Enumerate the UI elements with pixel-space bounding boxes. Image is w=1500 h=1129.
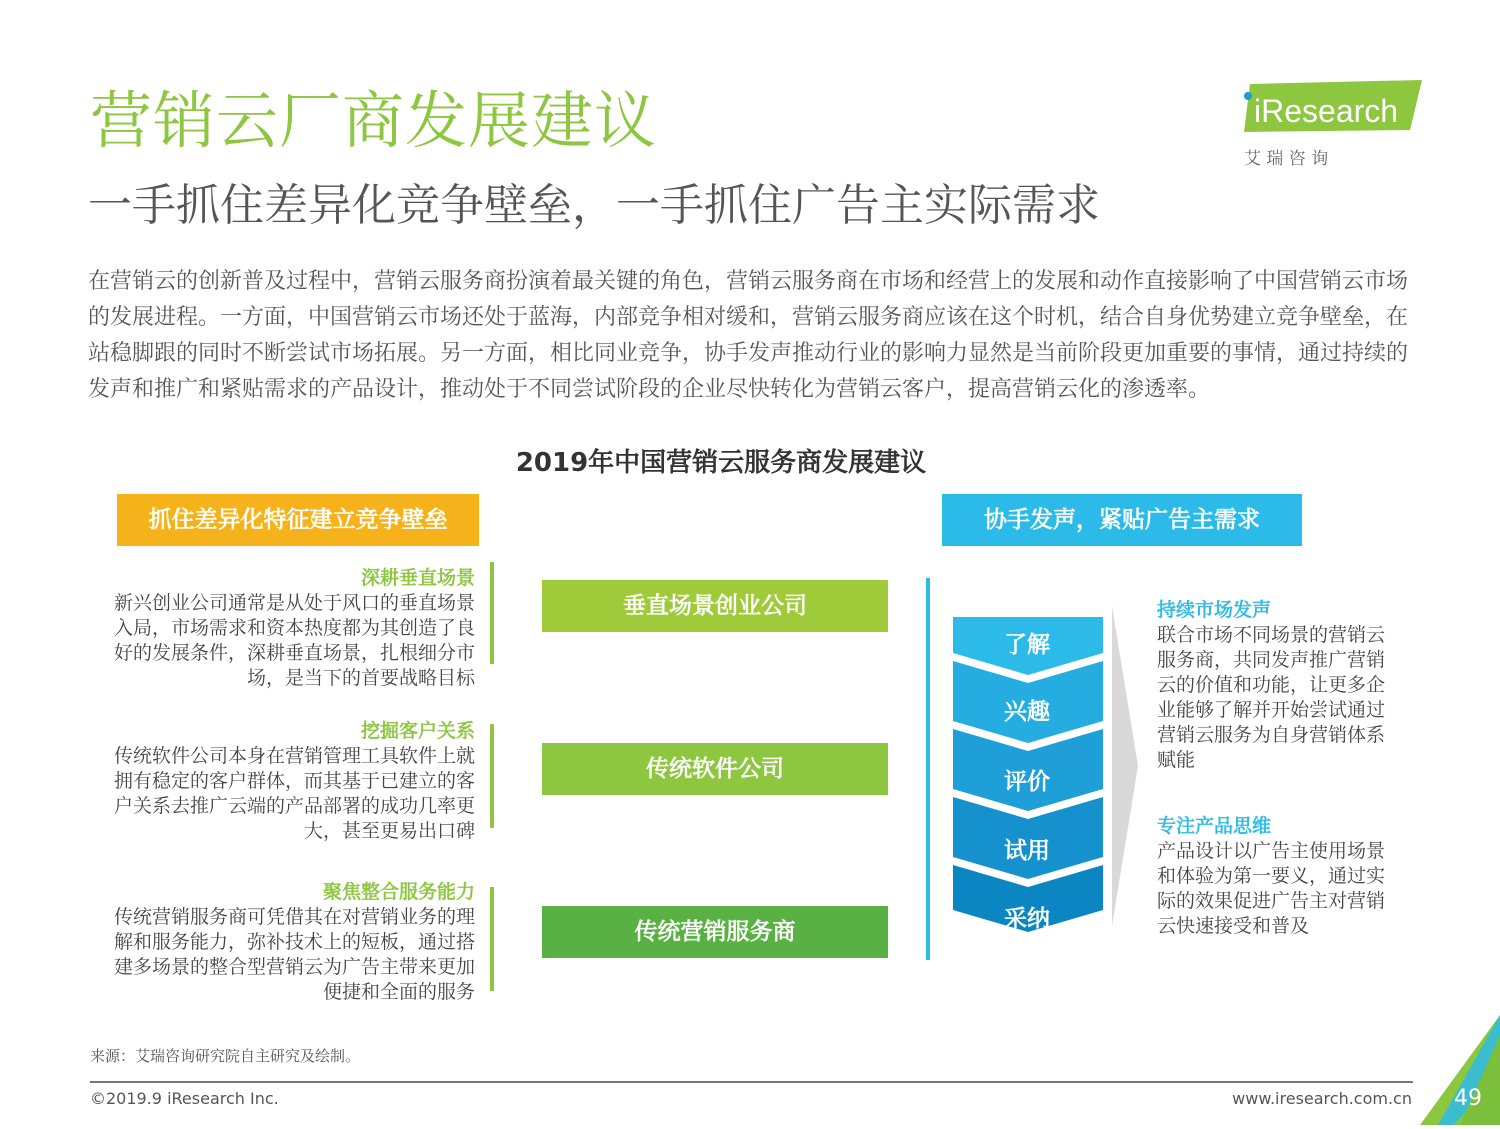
strategy-divider: [490, 724, 494, 828]
strategy-body: 新兴创业公司通常是从处于风口的垂直场景入局，市场需求和资本热度都为其创造了良好的发展条件，深耕垂直场景，扎根细分市场，是当下的首要战略目标: [113, 592, 475, 689]
right-item-heading: 专注产品思维: [1157, 815, 1272, 837]
footer-divider: [90, 1081, 1413, 1083]
funnel-step-evaluate: 评价: [1004, 769, 1050, 795]
page-title: 营销云厂商发展建议: [90, 84, 658, 157]
strategy-vertical-scenes: [105, 566, 475, 691]
page-number: 49: [1454, 1086, 1482, 1111]
funnel-divider: [926, 578, 930, 960]
left-header-box: 抓住差异化特征建立竞争壁垒: [117, 494, 479, 546]
right-header-box: 协手发声，紧贴广告主需求: [942, 494, 1302, 546]
company-traditional-software: 传统软件公司: [542, 743, 888, 795]
right-item-body: 产品设计以广告主使用场景和体验为第一要义，通过实际的效果促进广告主对营销云快速接受和普及: [1157, 840, 1386, 937]
intro-paragraph: 在营销云的创新普及过程中，营销云服务商扮演着最关键的角色，营销云服务商在市场和经营上的发展和动作直接影响了中国营销云市场的发展进程。一方面，中国营销云市场还处于蓝海，内部竞争相对缓和，营销云服务商应该在这个时机，结合自身优势建立竞争壁垒，在站稳脚跟的同时不断尝试市场拓展。另一方面，相比同业竞争，协手发声推动行业的影响力显然是当前阶段更加重要的事情，通过持续的发声和推广和紧贴需求的产品设计，推动处于不同尝试阶段的企业尽快转化为营销云客户，提高营销云化的渗透率。: [88, 269, 1409, 402]
page-subtitle: 一手抓住差异化竞争壁垒，一手抓住广告主实际需求: [88, 180, 1100, 231]
right-item-heading: 持续市场发声: [1157, 599, 1272, 621]
right-item-product-thinking: [1157, 814, 1387, 939]
strategy-client-relations: [105, 719, 475, 844]
funnel-step-trial: 试用: [1004, 838, 1050, 864]
website-link[interactable]: www.iresearch.com.cn: [1232, 1089, 1412, 1108]
strategy-divider: [490, 562, 494, 664]
logo-wordmark: iResearch: [1254, 93, 1399, 129]
funnel-step-adopt: 采纳: [1004, 906, 1050, 932]
strategy-heading: 聚焦整合服务能力: [322, 881, 475, 903]
copyright: ©2019.9 iResearch Inc.: [90, 1089, 279, 1108]
strategy-body: 传统营销服务商可凭借其在对营销业务的理解和服务能力，弥补技术上的短板，通过搭建多场景的整合型营销云为广告主带来更加便捷和全面的服务: [113, 906, 475, 1003]
strategy-body: 传统软件公司本身在营销管理工具软件上就拥有稳定的客户群体，而其基于已建立的客户关系去推广云端的产品部署的成功几率更大，甚至更易出口碑: [113, 745, 475, 842]
strategy-heading: 深耕垂直场景: [360, 567, 475, 589]
logo-subtext: 艾 瑞 咨 询: [1244, 149, 1329, 169]
funnel-step-understand: 了解: [1004, 632, 1050, 658]
strategy-heading: 挖掘客户关系: [360, 720, 475, 742]
right-item-market-voice: [1157, 598, 1387, 773]
iresearch-logo: [1236, 80, 1426, 170]
company-vertical-startup: 垂直场景创业公司: [542, 580, 888, 632]
source-note: 来源：艾瑞咨询研究院自主研究及绘制。: [90, 1047, 361, 1065]
strategy-divider: [490, 887, 494, 991]
right-item-body: 联合市场不同场景的营销云服务商，共同发声推广营销云的价值和功能，让更多企业能够了解并开始尝试通过营销云服务为自身营销体系赋能: [1157, 624, 1386, 771]
chevron-right-icon: [1112, 606, 1140, 926]
strategy-integrated-service: [100, 880, 475, 1005]
company-traditional-marketing: 传统营销服务商: [542, 906, 888, 958]
diagram-title: 2019年中国营销云服务商发展建议: [515, 448, 927, 478]
funnel-step-interest: 兴趣: [1004, 699, 1050, 725]
